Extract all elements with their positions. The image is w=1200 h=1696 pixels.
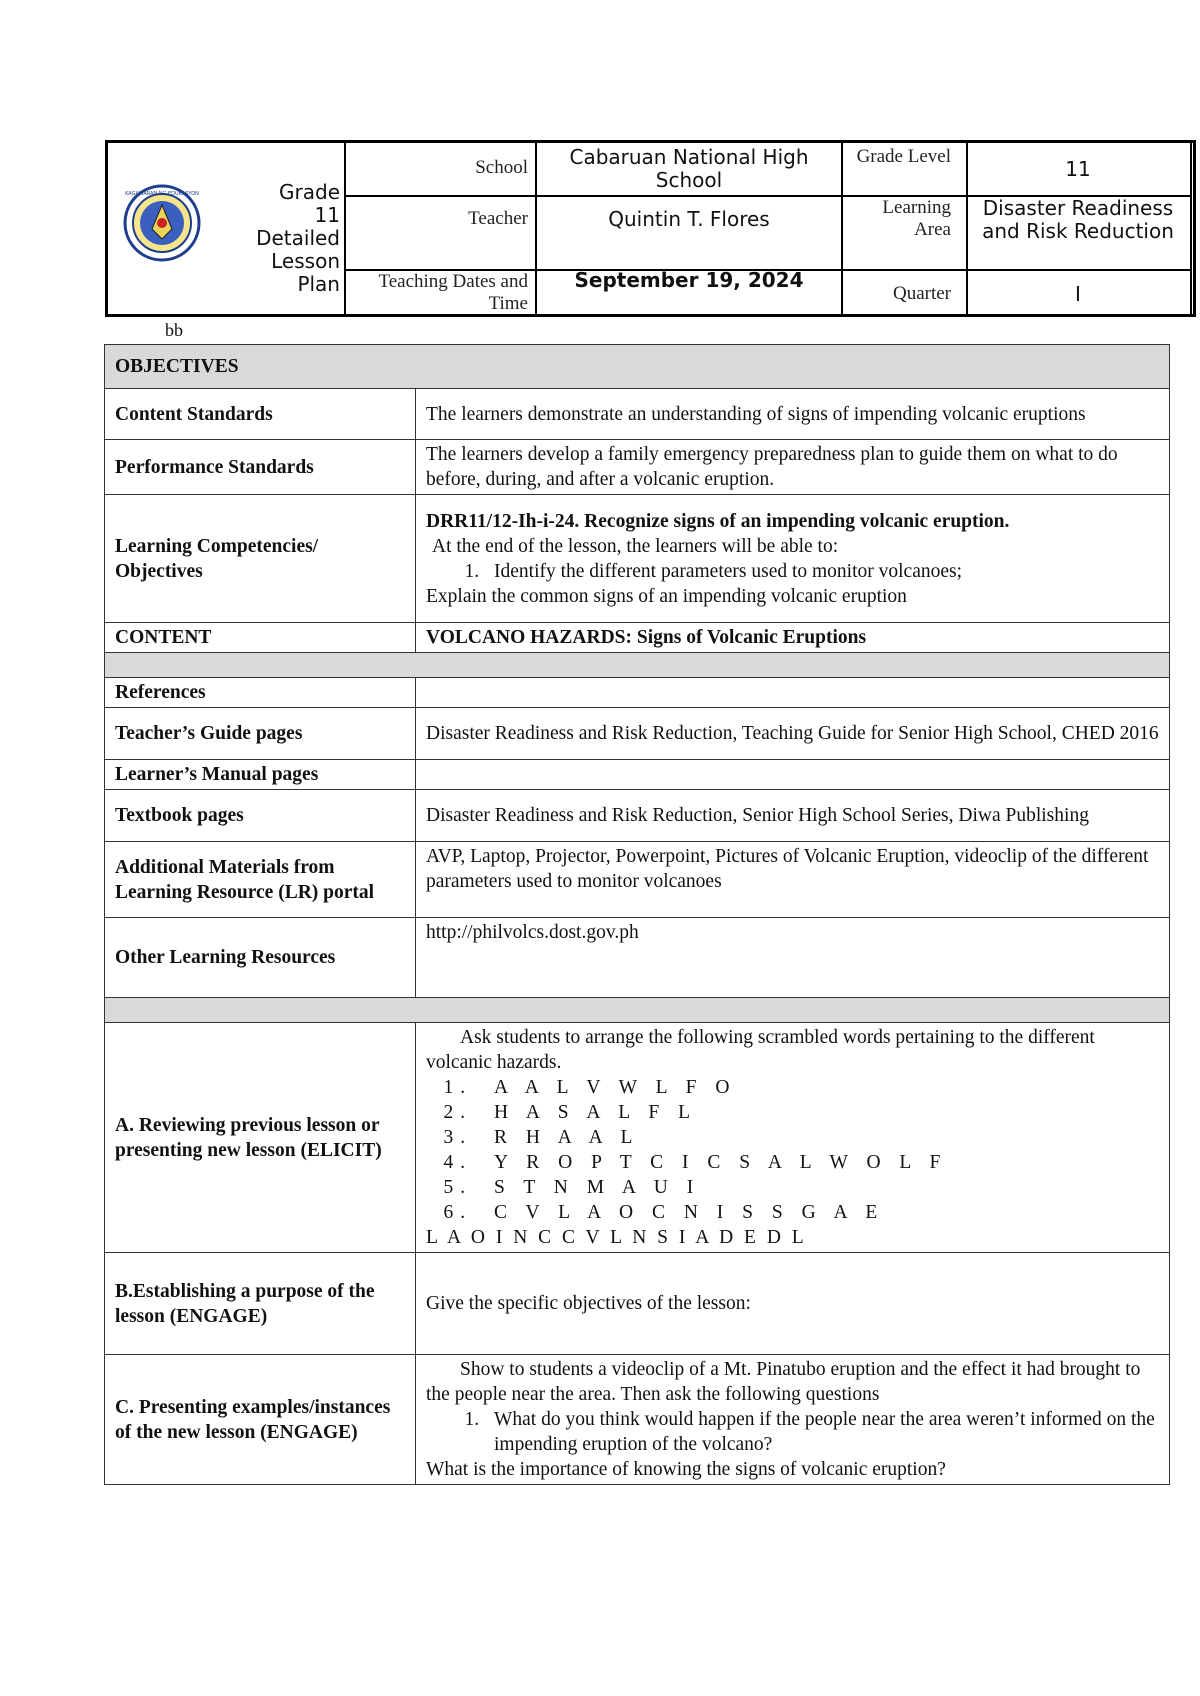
gray-separator [105,653,1170,678]
scrambled-word: 1. A A L V W L F O [484,1075,1159,1100]
grade-level-label: Grade Level [856,146,951,167]
textbook-value: Disaster Readiness and Risk Reduction, Senior High School Series, Diwa Publishing [416,790,1170,842]
section-b-value: Give the specific objectives of the lesson: [416,1253,1170,1355]
competency-item: 1. Identify the different parameters used to monitor volcanoes; [484,559,1159,584]
learners-manual-label: Learner’s Manual pages [105,760,416,790]
lesson-table [104,344,1170,1485]
dates-label: Teaching Dates and Time [378,271,528,314]
scrambled-word: 2. H A S A L F L [484,1100,1159,1125]
quarter-value: I [1075,282,1081,306]
scrambled-word: 3. R H A A L [484,1125,1159,1150]
competency-intro: At the end of the lesson, the learners will be able to: [432,535,839,557]
other-resources-label: Other Learning Resources [105,918,416,998]
deped-logo [122,183,202,263]
header-table [105,140,1196,317]
teachers-guide-value: Disaster Readiness and Risk Reduction, Teaching Guide for Senior High School, CHED 2016 [416,708,1170,760]
references-label: References [105,678,416,708]
teacher-value: Quintin T. Flores [608,207,770,231]
stray-text: bb [165,320,183,340]
section-a-cell [416,1023,1170,1253]
section-a-label: A. Reviewing previous lesson or presenting new lesson (ELICIT) [105,1023,416,1253]
learning-area-value: Disaster Readiness and Risk Reduction [982,196,1174,243]
textbook-label: Textbook pages [105,790,416,842]
quarter-label: Quarter [892,283,951,304]
section-a-intro: Ask students to arrange the following scrambled words pertaining to the different volcanic hazards. [426,1027,1095,1073]
competency-code: DRR11/12-Ih-i-24. Recognize signs of an impending volcanic eruption. [426,510,1010,532]
school-label: School [475,157,528,178]
scrambled-word: 5. S T N M A U I [484,1175,1159,1200]
section-c-question: 1. What do you think would happen if the people near the area weren’t informed on the impending eruption of the volcano? [484,1407,1159,1457]
learners-manual-value [416,760,1170,790]
section-c-intro: Show to students a videoclip of a Mt. Pinatubo eruption and the effect it had brought to the people near the area. Then ask the following questions [426,1359,1141,1405]
performance-standards-label: Performance Standards [105,440,416,495]
section-b-label: B.Establishing a purpose of the lesson (ENGAGE) [105,1253,416,1355]
scrambled-word: 4. Y R O P T C I C S A L W O L F [484,1150,1159,1175]
competencies-cell [416,495,1170,623]
competencies-label: Learning Competencies/ Objectives [105,495,416,623]
gray-separator [105,998,1170,1023]
plan-title: Grade 11 Detailed Lesson Plan [256,180,340,296]
performance-standards-value: The learners develop a family emergency preparedness plan to guide them on what to do before, during, and after a volcanic eruption. [416,440,1170,495]
learning-area-label: Learning Area [882,197,951,240]
section-c-label: C. Presenting examples/instances of the new lesson (ENGAGE) [105,1355,416,1485]
objectives-heading: OBJECTIVES [105,345,1170,389]
other-resources-value: http://philvolcs.dost.gov.ph [416,918,1170,998]
scrambled-word: L A O I N C C V L N S I A D E D L [426,1227,807,1248]
content-value: VOLCANO HAZARDS: Signs of Volcanic Eruptions [416,623,1170,653]
competency-item: Explain the common signs of an impending volcanic eruption [426,585,907,607]
section-c-cell [416,1355,1170,1485]
grade-level-value: 11 [1065,157,1091,181]
school-value: Cabaruan National High School [569,145,809,192]
teachers-guide-label: Teacher’s Guide pages [105,708,416,760]
dates-value: September 19, 2024 [574,268,804,292]
additional-label: Additional Materials from Learning Resource (LR) portal [105,842,416,918]
additional-value: AVP, Laptop, Projector, Powerpoint, Pictures of Volcanic Eruption, videoclip of the different parameters used to monitor volcanoes [416,842,1170,918]
content-standards-label: Content Standards [105,389,416,440]
content-standards-value: The learners demonstrate an understanding of signs of impending volcanic eruptions [416,389,1170,440]
teacher-label: Teacher [468,208,528,229]
scrambled-word: 6. C V L A O C N I S S G A E [484,1200,1159,1225]
svg-text:KAGAWARAN NG EDUKASYON: KAGAWARAN NG EDUKASYON [125,191,199,197]
references-value [416,678,1170,708]
section-c-question: What is the importance of knowing the signs of volcanic eruption? [426,1459,946,1480]
content-label: CONTENT [105,623,416,653]
